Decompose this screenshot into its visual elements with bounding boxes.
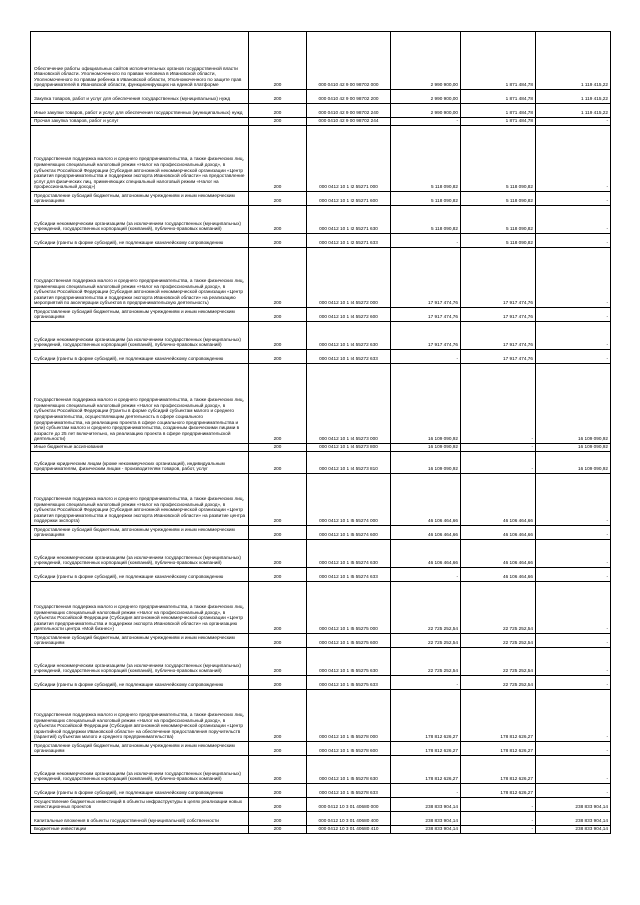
row-executed-cell: 178 812 626,27	[461, 756, 536, 784]
row-classification-cell: 000 0412 10 1 I5 55275 600	[307, 634, 391, 648]
row-code-cell: 200	[249, 350, 307, 364]
row-approved-cell: 17 917 474,76	[391, 308, 461, 322]
table-row	[31, 676, 611, 690]
row-name-cell: Предоставление субсидий бюджетным, автономным учреждениям и иным некоммерческим организациям	[31, 634, 249, 648]
row-approved-cell: 17 917 474,76	[391, 248, 461, 308]
row-approved-cell: 16 109 090,92	[391, 444, 461, 452]
row-name-cell: Государственная поддержка малого и среднего предпринимательства, а также физических лиц, применяющих специальный налоговый режим «Налог на профессиональный доход», в субъектах Российской Федерации (Субсидия автономной некоммерческой организации «Центр развития предпринимательства и поддержки экспорта Ивановской области» на организацию деятельности центра «Мой бизнес»)	[31, 582, 249, 634]
row-executed-cell: 1 871 484,78	[461, 90, 536, 104]
row-code-cell: 200	[249, 32, 307, 90]
row-classification-cell: 000 0412 10 1 I5 55275 000	[307, 582, 391, 634]
row-unexecuted-cell: -	[536, 582, 611, 634]
row-executed-cell: 46 106 464,66	[461, 474, 536, 526]
row-unexecuted-cell: -	[536, 474, 611, 526]
row-name-cell: Государственная поддержка малого и среднего предпринимательства, а также физических лиц, применяющих специальный налоговый режим «Налог на профессиональный доход», в субъектах Российской Федерации (Субсидия автономной некоммерческой организации «Центр развития предпринимательства и поддержки экспорта Ивановской области» на реализацию мероприятий по акселерации субъектов в предпринимательскую деятельность)	[31, 248, 249, 308]
row-approved-cell: 5 118 090,82	[391, 192, 461, 206]
row-approved-cell: 5 118 090,82	[391, 206, 461, 234]
row-code-cell: 200	[249, 322, 307, 350]
row-unexecuted-cell: 16 109 090,92	[536, 452, 611, 474]
row-code-cell: 200	[249, 126, 307, 192]
row-code-cell: 200	[249, 308, 307, 322]
table-row	[31, 568, 611, 582]
row-code-cell: 200	[249, 756, 307, 784]
row-executed-cell: 5 118 090,82	[461, 234, 536, 248]
row-approved-cell: 5 118 090,82	[391, 126, 461, 192]
row-name-cell: Субсидии (гранты в форме субсидий), не подлежащие казначейскому сопровождению	[31, 568, 249, 582]
row-code-cell: 200	[249, 582, 307, 634]
row-code-cell: 200	[249, 784, 307, 798]
row-approved-cell: 178 812 626,27	[391, 742, 461, 756]
row-code-cell: 200	[249, 248, 307, 308]
row-name-cell: Государственная поддержка малого и среднего предпринимательства, а также физических лиц, применяющих специальный налоговый режим «Налог на профессиональный доход», в субъектах Российской Федерации (Субсидия автономной некоммерческой организации «Центр развития предпринимательства и поддержки экспорта Ивановской области» на предоставление услуг для физических лиц, применяющих специальный налоговый режим «Налог на профессиональный доход»)	[31, 126, 249, 192]
row-code-cell: 200	[249, 444, 307, 452]
row-classification-cell: 000 0412 10 1 I2 55271 630	[307, 206, 391, 234]
row-executed-cell: 46 106 464,66	[461, 540, 536, 568]
row-unexecuted-cell: -	[536, 540, 611, 568]
row-unexecuted-cell: 1 119 415,22	[536, 90, 611, 104]
row-name-cell: Субсидии некоммерческим организациям (за исключением государственных (муниципальных) учреждений, государственных корпораций (компаний), публично-правовых компаний)	[31, 648, 249, 676]
table-row	[31, 452, 611, 474]
row-name-cell: Капитальные вложения в объекты государственной (муниципальной) собственности	[31, 812, 249, 826]
row-approved-cell: 46 106 464,66	[391, 474, 461, 526]
row-code-cell: 200	[249, 364, 307, 444]
row-classification-cell: 000 0412 10 1 I2 55271 633	[307, 234, 391, 248]
row-classification-cell: 000 0412 10 1 I4 55273 000	[307, 364, 391, 444]
row-classification-cell: 000 0412 10 1 I4 55272 633	[307, 350, 391, 364]
row-classification-cell: 000 0412 10 1 I5 55274 630	[307, 540, 391, 568]
row-classification-cell: 000 0412 10 1 I4 55273 800	[307, 444, 391, 452]
row-unexecuted-cell: 1 119 415,22	[536, 104, 611, 118]
row-classification-cell: 000 0410 42 9 00 98702 240	[307, 104, 391, 118]
row-executed-cell: 17 917 474,76	[461, 350, 536, 364]
table-row	[31, 526, 611, 540]
row-unexecuted-cell: -	[536, 676, 611, 690]
row-classification-cell: 000 0412 10 1 I5 55274 633	[307, 568, 391, 582]
table-row	[31, 206, 611, 234]
row-code-cell: 200	[249, 826, 307, 834]
row-unexecuted-cell: -	[536, 568, 611, 582]
row-approved-cell: 2 990 900,00	[391, 90, 461, 104]
row-approved-cell: -	[391, 350, 461, 364]
row-approved-cell: 22 725 252,54	[391, 582, 461, 634]
row-name-cell: Осуществление бюджетных инвестиций в объекты инфраструктуры в целях реализации новых инвестиционных проектов	[31, 798, 249, 812]
row-name-cell: Государственная поддержка малого и среднего предпринимательства, а также физических лиц, применяющих специальный налоговый режим «Налог на профессиональный доход», в субъектах Российской Федерации (Гранты в форме субсидий субъектам малого и среднего предпринимательства, осуществляющим деятельность в сфере социального предпринимательства, на реализацию проекта в сфере социального предпринимательства и (или) субъектам малого и среднего предпринимательства, созданным физическими лицами в возрасте до 25 лет включительно, на реализацию проекта в сфере предпринимательской деятельности)	[31, 364, 249, 444]
table-row	[31, 474, 611, 526]
table-row	[31, 648, 611, 676]
row-name-cell: Предоставление субсидий бюджетным, автономным учреждениям и иным некоммерческим организациям	[31, 192, 249, 206]
row-code-cell: 200	[249, 192, 307, 206]
table-row	[31, 126, 611, 192]
row-executed-cell: 17 917 474,76	[461, 322, 536, 350]
row-executed-cell: 178 812 626,27	[461, 742, 536, 756]
row-classification-cell: 000 0412 10 1 I4 55272 000	[307, 248, 391, 308]
table-row	[31, 32, 611, 90]
row-code-cell: 200	[249, 104, 307, 118]
row-approved-cell: 22 725 252,54	[391, 634, 461, 648]
table-row	[31, 826, 611, 834]
row-classification-cell: 000 0412 10 3 01 40680 410	[307, 826, 391, 834]
row-name-cell: Субсидии некоммерческим организациям (за исключением государственных (муниципальных) учреждений, государственных корпораций (компаний), публично-правовых компаний)	[31, 206, 249, 234]
row-name-cell: Государственная поддержка малого и среднего предпринимательства, а также физических лиц, применяющих специальный налоговый режим «Налог на профессиональный доход», в субъектах Российской Федерации (Субсидия автономной некоммерческой организации «Центр гарантийной поддержки Ивановской области» на обеспечение предоставления поручительств (гарантий) субъектам малого и среднего предпринимательства)	[31, 690, 249, 742]
row-unexecuted-cell: 16 109 090,92	[536, 364, 611, 444]
row-code-cell: 200	[249, 634, 307, 648]
row-unexecuted-cell: -	[536, 308, 611, 322]
row-unexecuted-cell: -	[536, 248, 611, 308]
table-row	[31, 90, 611, 104]
row-approved-cell: 16 109 090,92	[391, 452, 461, 474]
table-row	[31, 192, 611, 206]
row-classification-cell: 000 0410 42 9 00 98702 244	[307, 118, 391, 126]
row-unexecuted-cell: -	[536, 742, 611, 756]
row-classification-cell: 000 0412 10 1 I2 55271 000	[307, 126, 391, 192]
row-classification-cell: 000 0412 10 1 I5 55275 633	[307, 676, 391, 690]
row-executed-cell: 5 118 090,82	[461, 206, 536, 234]
row-code-cell: 200	[249, 742, 307, 756]
row-code-cell: 200	[249, 526, 307, 540]
row-unexecuted-cell: 238 833 904,14	[536, 798, 611, 812]
row-code-cell: 200	[249, 540, 307, 568]
row-name-cell: Закупка товаров, работ и услуг для обеспечения государственных (муниципальных) нужд	[31, 90, 249, 104]
row-approved-cell: 238 833 904,14	[391, 798, 461, 812]
row-executed-cell: -	[461, 812, 536, 826]
row-approved-cell: 22 725 252,54	[391, 648, 461, 676]
row-unexecuted-cell: 16 109 090,92	[536, 444, 611, 452]
table-row	[31, 690, 611, 742]
row-classification-cell: 000 0412 10 3 01 40680 000	[307, 798, 391, 812]
table-row	[31, 582, 611, 634]
budget-table-body	[31, 32, 611, 834]
row-approved-cell: 238 833 904,14	[391, 812, 461, 826]
row-executed-cell: 22 725 252,54	[461, 676, 536, 690]
row-approved-cell: 178 812 626,27	[391, 756, 461, 784]
row-name-cell: Прочая закупка товаров, работ и услуг	[31, 118, 249, 126]
row-executed-cell: -	[461, 798, 536, 812]
row-name-cell: Субсидии некоммерческим организациям (за исключением государственных (муниципальных) учреждений, государственных корпораций (компаний), публично-правовых компаний)	[31, 540, 249, 568]
table-row	[31, 104, 611, 118]
row-approved-cell: 238 833 904,14	[391, 826, 461, 834]
row-classification-cell: 000 0412 10 1 I5 55274 600	[307, 526, 391, 540]
row-executed-cell: 22 725 252,54	[461, 634, 536, 648]
row-executed-cell: 46 106 464,66	[461, 526, 536, 540]
row-name-cell: Обеспечение работы официальных сайтов исполнительных органов государственной власти Ивановской области. Уполномоченного по правам человека в Ивановской области, Уполномоченного по правам ребенка в Ивановской области, Уполномоченного по защите прав предпринимателей в Ивановской области, функционирующих на единой платформе	[31, 32, 249, 90]
row-classification-cell: 000 0412 10 1 I5 55275 630	[307, 648, 391, 676]
row-unexecuted-cell: 238 833 904,14	[536, 826, 611, 834]
row-approved-cell: -	[391, 234, 461, 248]
table-row	[31, 812, 611, 826]
row-approved-cell: 2 990 900,00	[391, 32, 461, 90]
table-row	[31, 444, 611, 452]
row-executed-cell: 5 118 090,82	[461, 192, 536, 206]
row-classification-cell: 000 0412 10 1 I5 55278 633	[307, 784, 391, 798]
row-executed-cell: -	[461, 452, 536, 474]
row-unexecuted-cell: -	[536, 648, 611, 676]
row-code-cell: 200	[249, 90, 307, 104]
table-row	[31, 234, 611, 248]
row-executed-cell: 22 725 252,54	[461, 648, 536, 676]
table-row	[31, 798, 611, 812]
row-classification-cell: 000 0412 10 1 I5 55278 600	[307, 742, 391, 756]
row-name-cell: Предоставление субсидий бюджетным, автономным учреждениям и иным некоммерческим организациям	[31, 742, 249, 756]
row-unexecuted-cell: -	[536, 526, 611, 540]
row-unexecuted-cell: -	[536, 350, 611, 364]
row-name-cell: Бюджетные инвестиции	[31, 826, 249, 834]
row-classification-cell: 000 0412 10 1 I2 55271 600	[307, 192, 391, 206]
row-approved-cell: -	[391, 568, 461, 582]
table-row	[31, 634, 611, 648]
row-name-cell: Предоставление субсидий бюджетным, автономным учреждениям и иным некоммерческим организациям	[31, 308, 249, 322]
row-executed-cell: 17 917 474,76	[461, 308, 536, 322]
row-name-cell: Субсидии некоммерческим организациям (за исключением государственных (муниципальных) учреждений, государственных корпораций (компаний), публично-правовых компаний)	[31, 756, 249, 784]
budget-table	[30, 31, 611, 834]
row-unexecuted-cell: -	[536, 206, 611, 234]
table-row	[31, 322, 611, 350]
row-unexecuted-cell: 1 119 415,22	[536, 32, 611, 90]
row-executed-cell: 5 118 090,82	[461, 126, 536, 192]
row-executed-cell: 1 871 484,78	[461, 32, 536, 90]
row-code-cell: 200	[249, 648, 307, 676]
row-code-cell: 200	[249, 206, 307, 234]
row-unexecuted-cell: -	[536, 756, 611, 784]
row-unexecuted-cell: -	[536, 234, 611, 248]
row-approved-cell: -	[391, 118, 461, 126]
table-row	[31, 756, 611, 784]
row-name-cell: Субсидии (гранты в форме субсидий), не подлежащие казначейскому сопровождению	[31, 676, 249, 690]
row-code-cell: 200	[249, 798, 307, 812]
row-executed-cell: 46 106 464,66	[461, 568, 536, 582]
row-classification-cell: 000 0412 10 1 I4 55272 600	[307, 308, 391, 322]
row-name-cell: Субсидии некоммерческим организациям (за исключением государственных (муниципальных) учреждений, государственных корпораций (компаний), публично-правовых компаний)	[31, 322, 249, 350]
row-executed-cell: 178 812 626,27	[461, 784, 536, 798]
row-unexecuted-cell: -	[536, 784, 611, 798]
table-row	[31, 364, 611, 444]
row-name-cell: Иные закупки товаров, работ и услуг для обеспечения государственных (муниципальных) нужд	[31, 104, 249, 118]
row-name-cell: Субсидии (гранты в форме субсидий), не подлежащие казначейскому сопровождению	[31, 784, 249, 798]
table-row	[31, 742, 611, 756]
table-row	[31, 540, 611, 568]
row-approved-cell: 46 106 464,66	[391, 540, 461, 568]
row-executed-cell: 1 871 484,78	[461, 104, 536, 118]
table-row	[31, 350, 611, 364]
row-classification-cell: 000 0412 10 1 I5 55278 630	[307, 756, 391, 784]
row-code-cell: 200	[249, 676, 307, 690]
row-name-cell: Государственная поддержка малого и среднего предпринимательства, а также физических лиц, применяющих специальный налоговый режим «Налог на профессиональный доход», в субъектах Российской Федерации (Субсидия автономной некоммерческой организации «Центр развития предпринимательства и поддержки экспорта Ивановской области» на развитие центра поддержки экспорта)	[31, 474, 249, 526]
row-code-cell: 200	[249, 234, 307, 248]
row-name-cell: Субсидии (гранты в форме субсидий), не подлежащие казначейскому сопровождению	[31, 234, 249, 248]
row-unexecuted-cell: -	[536, 690, 611, 742]
row-code-cell: 200	[249, 474, 307, 526]
row-classification-cell: 000 0410 42 9 00 98702 000	[307, 32, 391, 90]
row-name-cell: Иные бюджетные ассигнования	[31, 444, 249, 452]
table-row	[31, 248, 611, 308]
row-classification-cell: 000 0412 10 3 01 40680 400	[307, 812, 391, 826]
row-unexecuted-cell: 238 833 904,14	[536, 812, 611, 826]
row-approved-cell: 17 917 474,76	[391, 322, 461, 350]
row-code-cell: 200	[249, 452, 307, 474]
table-row	[31, 308, 611, 322]
row-approved-cell: -	[391, 676, 461, 690]
row-approved-cell: -	[391, 784, 461, 798]
row-executed-cell: 178 812 626,27	[461, 690, 536, 742]
row-name-cell: Субсидии юридическим лицам (кроме некоммерческих организаций), индивидуальным предпринимателям, физическим лицам - производителям товаров, работ, услуг	[31, 452, 249, 474]
row-approved-cell: 46 106 464,66	[391, 526, 461, 540]
row-classification-cell: 000 0412 10 1 I5 55274 000	[307, 474, 391, 526]
row-approved-cell: 178 812 626,27	[391, 690, 461, 742]
row-approved-cell: 2 990 900,00	[391, 104, 461, 118]
row-name-cell: Предоставление субсидий бюджетным, автономным учреждениям и иным некоммерческим организациям	[31, 526, 249, 540]
row-executed-cell: -	[461, 364, 536, 444]
table-row	[31, 118, 611, 126]
row-classification-cell: 000 0412 10 1 I4 55273 810	[307, 452, 391, 474]
row-executed-cell: 1 871 484,78	[461, 118, 536, 126]
row-classification-cell: 000 0410 42 9 00 98702 200	[307, 90, 391, 104]
row-code-cell: 200	[249, 812, 307, 826]
row-classification-cell: 000 0412 10 1 I4 55272 630	[307, 322, 391, 350]
row-executed-cell: -	[461, 826, 536, 834]
row-code-cell: 200	[249, 118, 307, 126]
row-unexecuted-cell: -	[536, 126, 611, 192]
row-unexecuted-cell: -	[536, 634, 611, 648]
row-executed-cell: -	[461, 444, 536, 452]
row-code-cell: 200	[249, 568, 307, 582]
row-executed-cell: 22 725 252,54	[461, 582, 536, 634]
row-classification-cell: 000 0412 10 1 I5 55278 000	[307, 690, 391, 742]
row-unexecuted-cell: -	[536, 118, 611, 126]
table-row	[31, 784, 611, 798]
row-name-cell: Субсидии (гранты в форме субсидий), не подлежащие казначейскому сопровождению	[31, 350, 249, 364]
row-unexecuted-cell: -	[536, 322, 611, 350]
row-code-cell: 200	[249, 690, 307, 742]
row-executed-cell: 17 917 474,76	[461, 248, 536, 308]
row-unexecuted-cell: -	[536, 192, 611, 206]
row-approved-cell: 16 109 090,92	[391, 364, 461, 444]
